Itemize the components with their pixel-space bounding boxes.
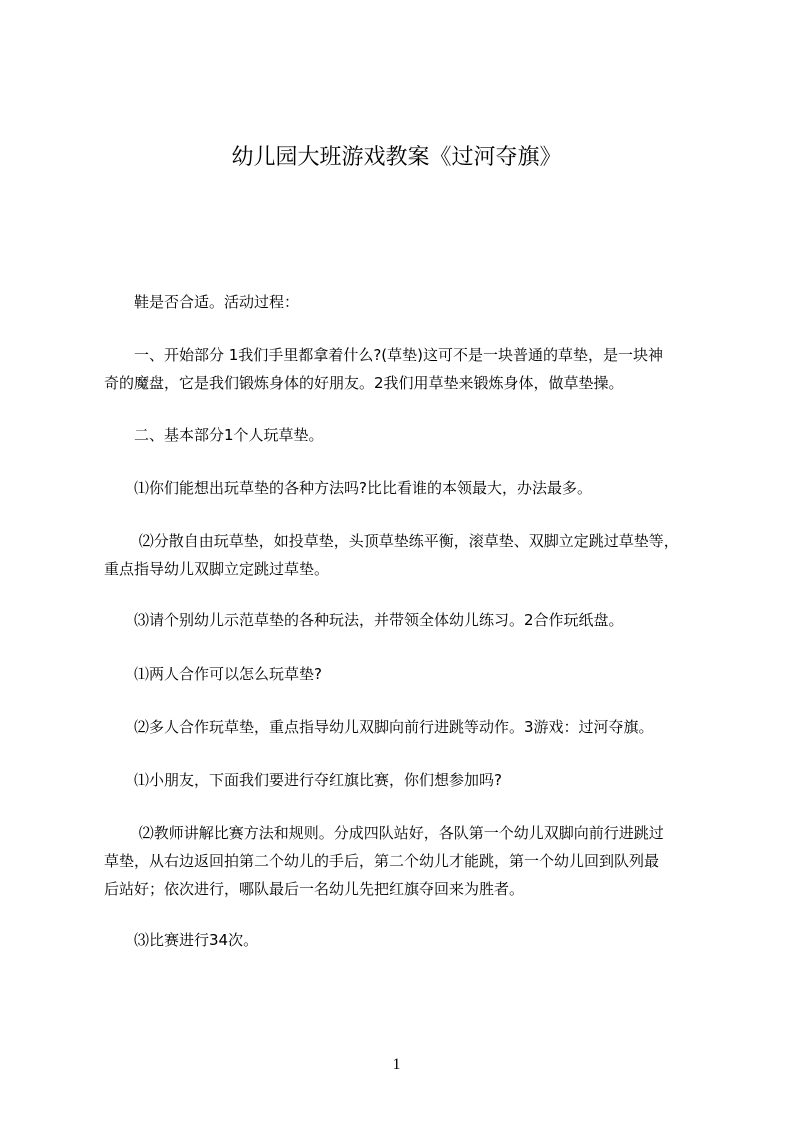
paragraph-1 (104, 288, 724, 316)
paragraph-line: 一、开始部分 1我们手里都拿着什么?(草垫)这可不是一块普通的草垫，是一块神 (104, 346, 663, 364)
document-title: 幼儿园大班游戏教案《过河夺旗》 (231, 145, 562, 170)
paragraph-line: ⑶比赛进行34次。 (104, 931, 259, 949)
paragraph-line: 草垫，从右边返回拍第二个幼儿的手后，第二个幼儿才能跳，第一个幼儿回到队列最 (104, 852, 660, 870)
page-number: 1 (392, 1056, 401, 1073)
paragraph-line: ⑴两人合作可以怎么玩草垫? (104, 665, 322, 683)
paragraph-6 (104, 606, 724, 634)
paragraph-9 (104, 766, 724, 794)
paragraph-line: ⑶请个别幼儿示范草垫的各种玩法，并带领全体幼儿练习。2合作玩纸盘。 (104, 611, 624, 629)
paragraph-4 (104, 474, 724, 502)
paragraph-line: 奇的魔盘，它是我们锻炼身体的好朋友。2我们用草垫来锻炼身体，做草垫操。 (104, 374, 624, 392)
paragraph-3 (104, 421, 724, 449)
paragraph-5 (104, 527, 724, 583)
paragraph-line: 后站好；依次进行，哪队最后一名幼儿先把红旗夺回来为胜者。 (104, 880, 525, 898)
paragraph-11 (104, 926, 724, 954)
paragraph-line: ⑴你们能想出玩草垫的各种方法吗?比比看谁的本领最大，办法最多。 (104, 479, 592, 497)
paragraph-10 (104, 819, 724, 903)
paragraph-7 (104, 660, 724, 688)
paragraph-line: 鞋是否合适。活动过程： (104, 293, 300, 311)
paragraph-line: ⑵分散自由玩草垫，如投草垫，头顶草垫练平衡，滚草垫、双脚立定跳过草垫等， (104, 532, 679, 550)
paragraph-line: 重点指导幼儿双脚立定跳过草垫。 (104, 560, 330, 578)
paragraph-line: ⑵多人合作玩草垫，重点指导幼儿双脚向前行进跳等动作。3游戏：过河夺旗。 (104, 718, 654, 736)
paragraph-line: ⑵教师讲解比赛方法和规则。分成四队站好，各队第一个幼儿双脚向前行进跳过 (104, 824, 664, 842)
paragraph-line: 二、基本部分1个人玩草垫。 (104, 426, 324, 444)
paragraph-8 (104, 713, 724, 741)
paragraph-2 (104, 341, 724, 397)
paragraph-line: ⑴小朋友，下面我们要进行夺红旗比赛，你们想参加吗? (104, 771, 502, 789)
